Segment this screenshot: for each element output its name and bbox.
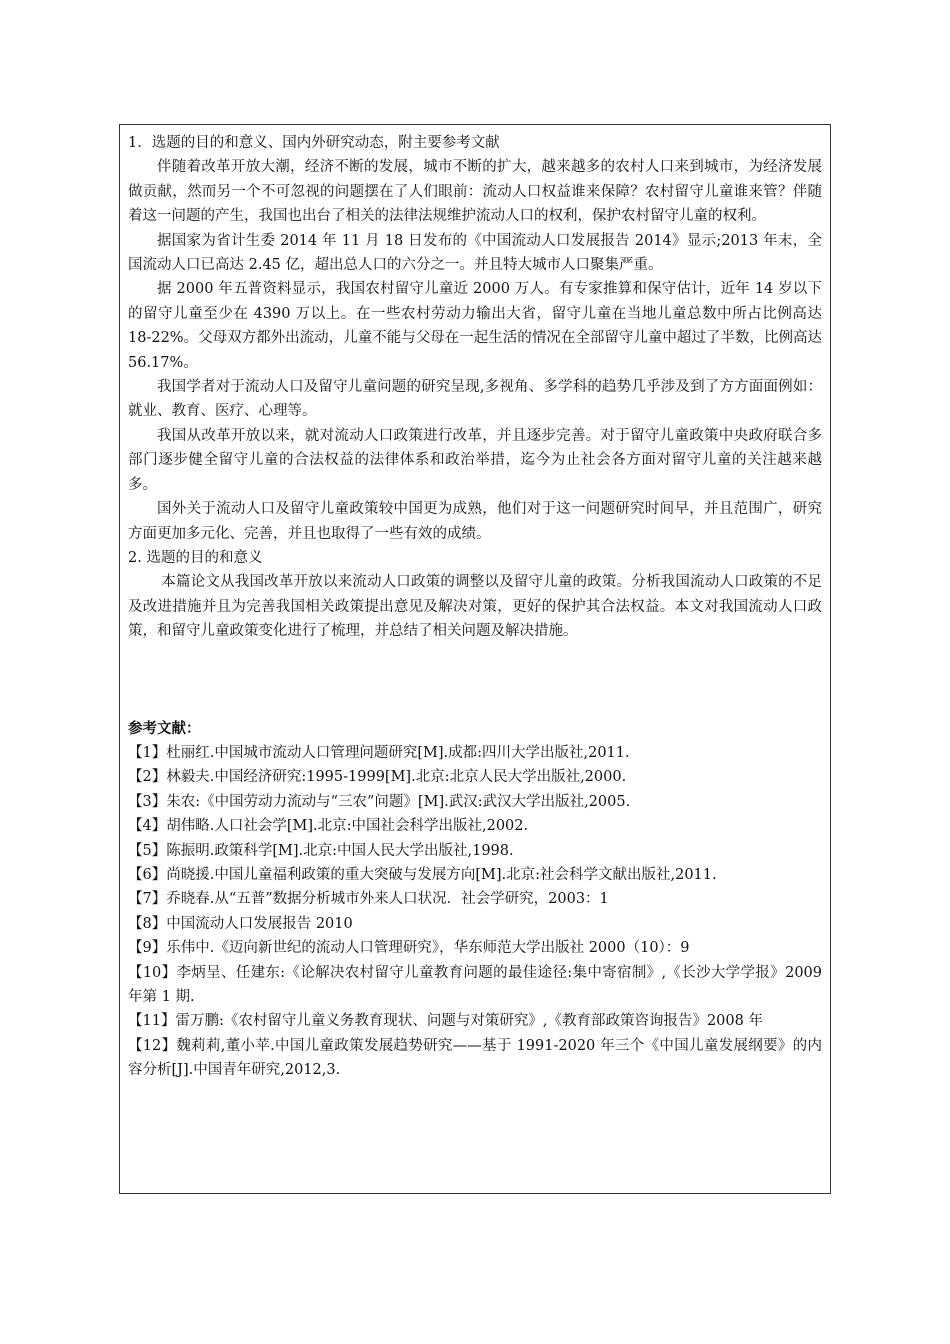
section-heading-1: 1．选题的目的和意义、国内外研究动态，附主要参考文献 [128,135,500,151]
blank-space [128,644,822,717]
reference-item: 【1】杜丽红.中国城市流动人口管理问题研究[M].成都:四川大学出版社,2011. [128,744,630,761]
reference-item: 【2】林毅夫.中国经济研究:1995-1999[M].北京:北京人民大学出版社,2000. [128,769,627,786]
reference-item: 【3】朱农:《中国劳动力流动与“三农”问题》[M].武汉:武汉大学出版社,2005. [128,793,631,810]
reference-item: 【7】乔晓春.从“五普”数据分析城市外来人口状况．社会学研究，2003：1 [128,891,609,908]
paragraph-census-data: 据 2000 年五普资料显示，我国农村留守儿童近 2000 万人。有专家推算和保守估计，近年 14 岁以下的留守儿童至少在 4390 万以上。在一些农村劳动力输出大省，留守儿童在当地儿童总数中所占比例高达 18-22%。父母双方都外出流动，儿童不能与父母在一起生活的情况在全部留守儿童中超过了半数，比例高达 56.17%。 [128,281,822,371]
paragraph-background: 伴随着改革开放大潮，经济不断的发展，城市不断的扩大，越来越多的农村人口来到城市，为经济发展做贡献，然而另一个不可忽视的问题摆在了人们眼前：流动人口权益谁来保障？农村留守儿童谁来管？伴随着这一问题的产生，我国也出台了相关的法律法规维护流动人口的权利，保护农村留守儿童的权利。 [128,159,822,225]
reference-item: 【6】尚晓援.中国儿童福利政策的重大突破与发展方向[M].北京:社会科学文献出版社,2011. [128,866,717,883]
document-content [128,131,822,1083]
paragraph-purpose: 本篇论文从我国改革开放以来流动人口政策的调整以及留守儿童的政策。分析我国流动人口政策的不足及改进措施并且为完善我国相关政策提出意见及解决对策，更好的保护其合法权益。本文对我国流动人口政策，和留守儿童政策变化进行了梳理，并总结了相关问题及解决措施。 [128,574,822,640]
reference-item: 【5】陈振明.政策科学[M].北京:中国人民大学出版社,1998. [128,842,514,859]
reference-item: 【12】魏莉莉,董小苹.中国儿童政策发展趋势研究——基于 1991-2020 年三个《中国儿童发展纲要》的内容分析[J].中国青年研究,2012,3. [128,1037,822,1079]
document-frame [119,124,831,1194]
paragraph-policy-reform: 我国从改革开放以来，就对流动人口政策进行改革，并且逐步完善。对于留守儿童政策中央政府联合多部门逐步健全留守儿童的合法权益的法律体系和政治举措，迄今为止社会各方面对留守儿童的关注越来越多。 [128,427,822,493]
paragraph-domestic-research: 我国学者对于流动人口及留守儿童问题的研究呈现,多视角、多学科的趋势几乎涉及到了方方面面例如：就业、教育、医疗、心理等。 [128,379,822,420]
paragraph-foreign-research: 国外关于流动人口及留守儿童政策较中国更为成熟，他们对于这一问题研究时间早，并且范围广，研究方面更加多元化、完善，并且也取得了一些有效的成绩。 [128,501,822,542]
section-heading-2: 2. 选题的目的和意义 [128,549,263,566]
reference-item: 【9】乐伟中.《迈向新世纪的流动人口管理研究》，华东师范大学出版社 2000（10）：9 [128,940,690,957]
reference-item: 【8】中国流动人口发展报告 2010 [128,915,353,932]
references-title: 参考文献： [128,719,201,737]
reference-item: 【4】胡伟略.人口社会学[M].北京:中国社会科学出版社,2002. [128,818,529,835]
reference-item: 【10】李炳呈、任建东:《论解决农村留守儿童教育问题的最佳途径:集中寄宿制》,《长沙大学学报》2009 年第 1 期. [128,964,822,1005]
reference-item: 【11】雷万鹏:《农村留守儿童义务教育现状、问题与对策研究》,《教育部政策咨询报告》2008 年 [128,1013,763,1030]
paragraph-population-report: 据国家为省计生委 2014 年 11 月 18 日发布的《中国流动人口发展报告 2014》显示;2013 年末，全国流动人口已高达 2.45 亿，超出总人口的六分之一。并且特大城市人口聚集严重。 [128,232,822,274]
